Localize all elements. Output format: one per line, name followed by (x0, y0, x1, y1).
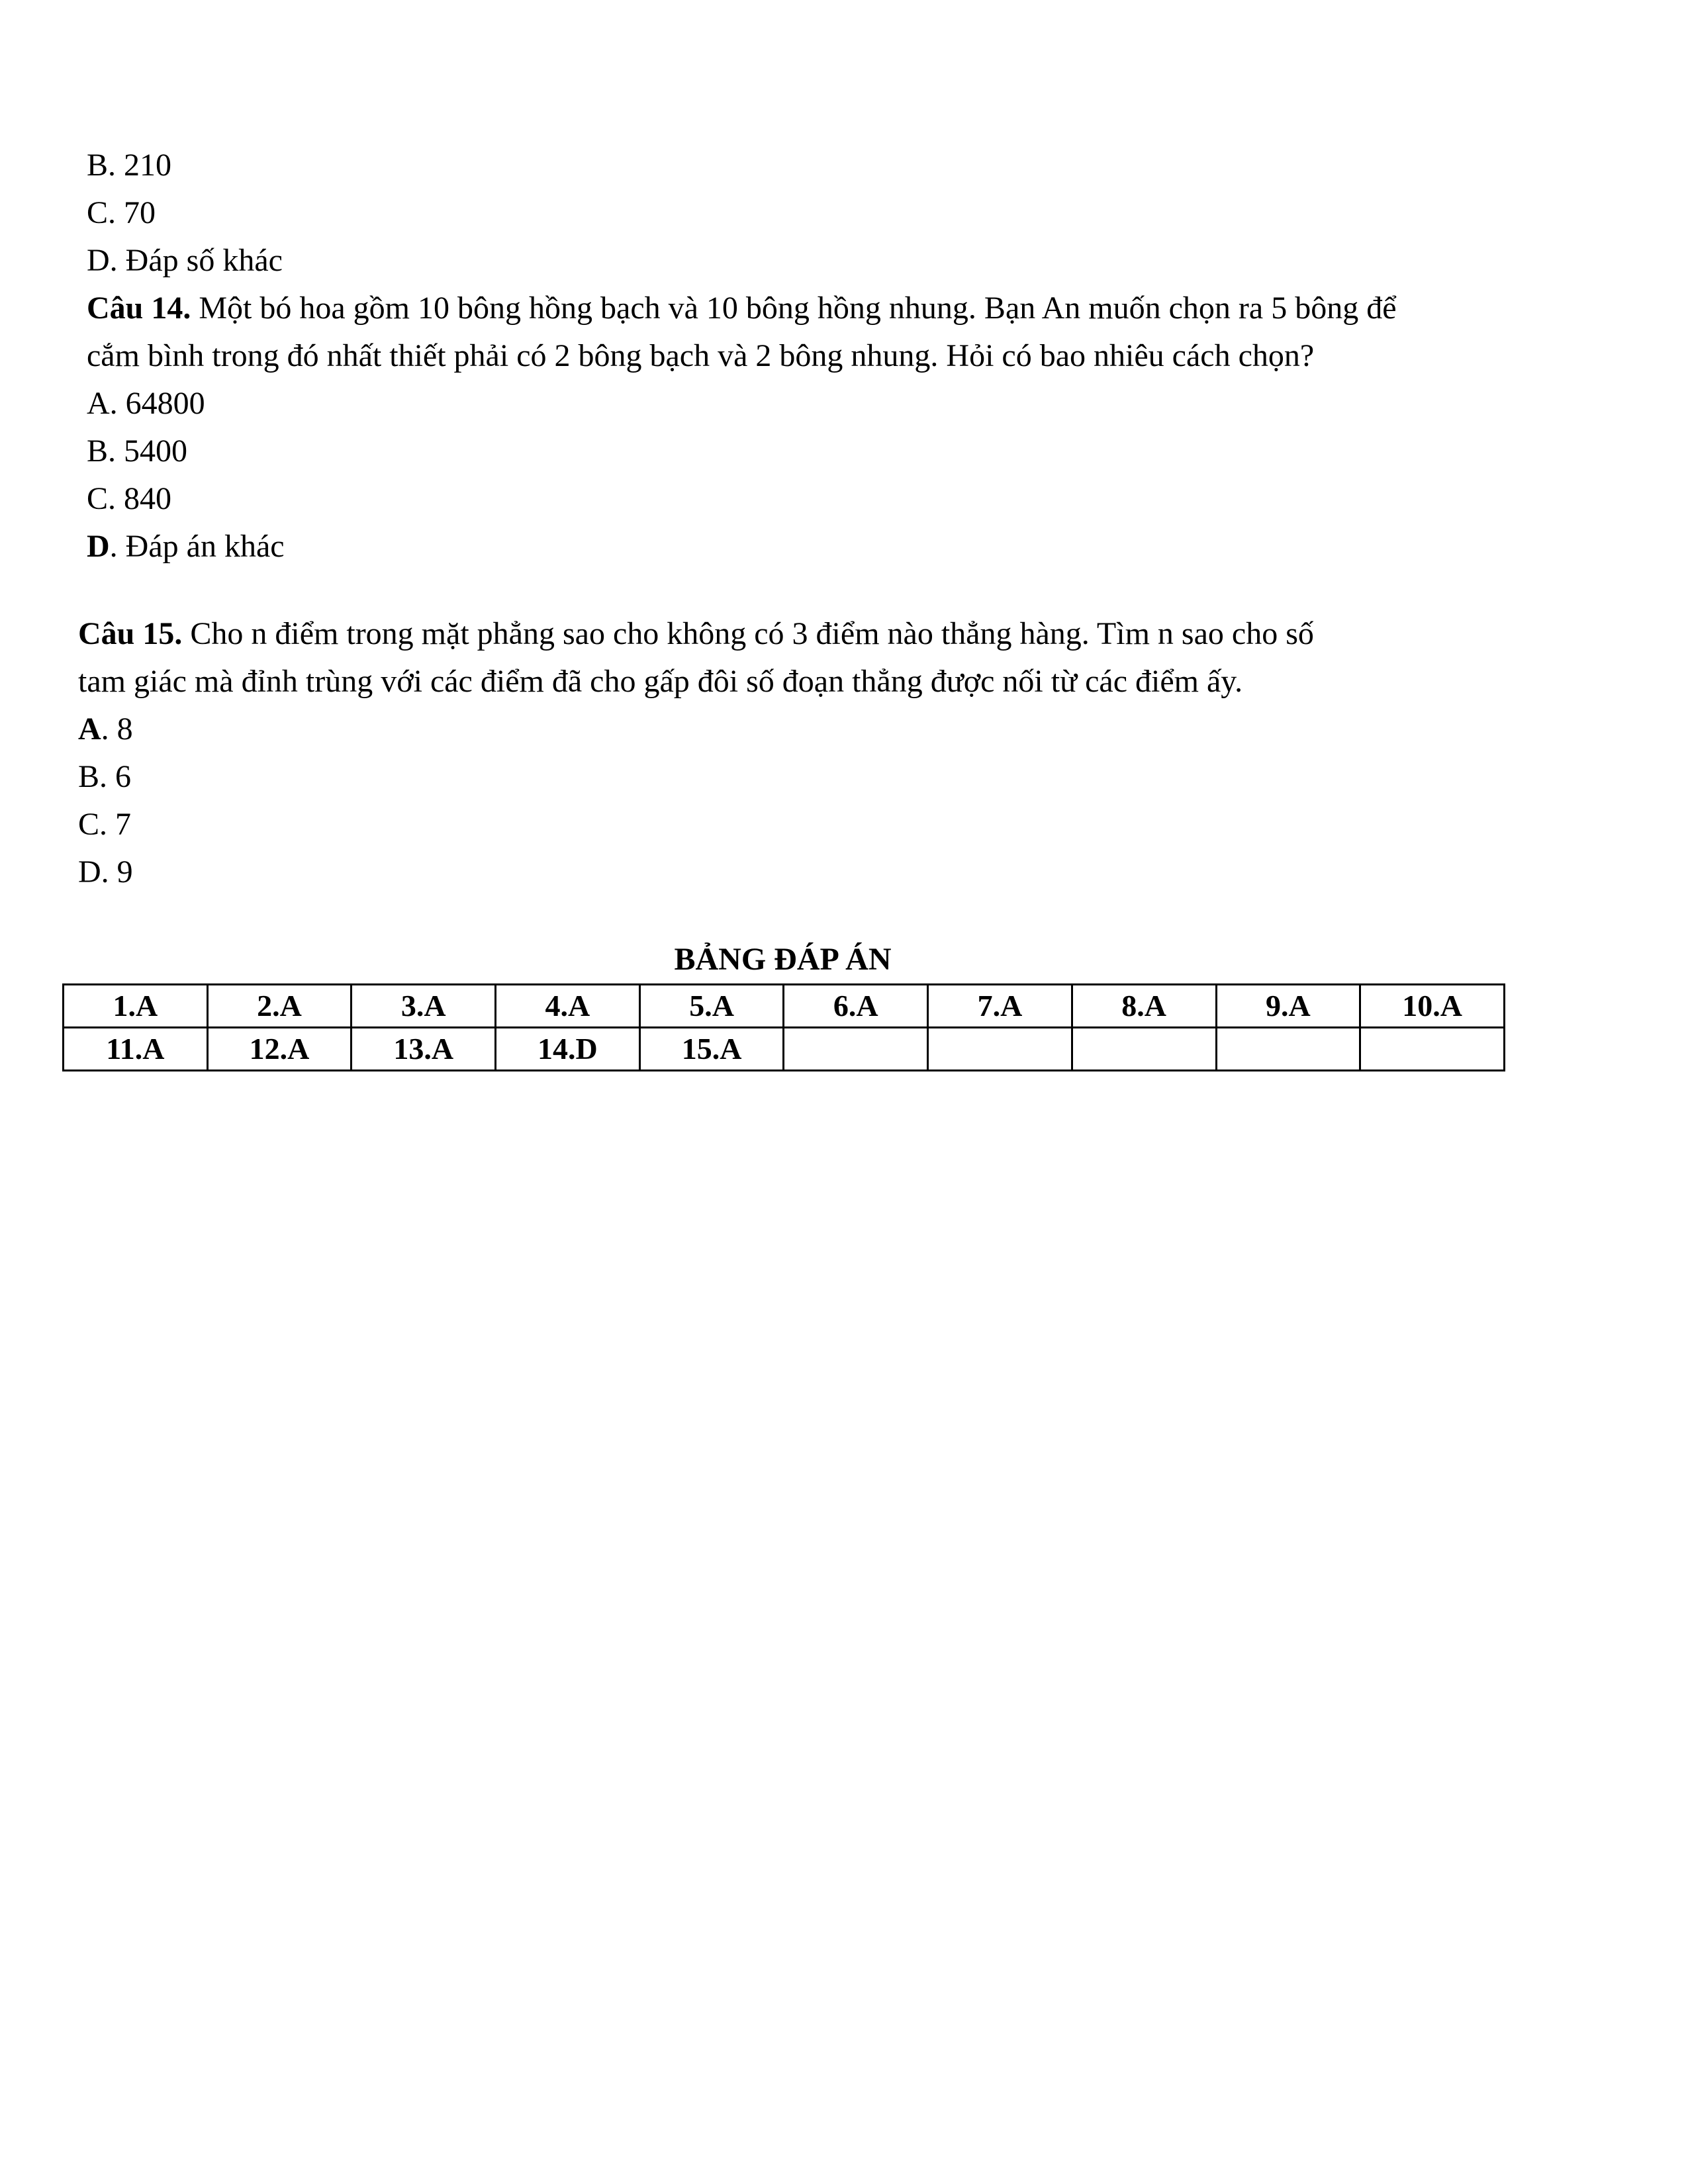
q14-option-d-letter: D (87, 529, 110, 564)
answer-table (62, 983, 1505, 1071)
answer-table-title: BẢNG ĐÁP ÁN (674, 942, 892, 977)
table-cell: 1.A (64, 985, 208, 1028)
table-cell (928, 1028, 1072, 1071)
q15-question-line1 (78, 614, 1314, 654)
q15-option-c: C. 7 (78, 807, 132, 842)
q15-text-line2: tam giác mà đỉnh trùng với các điểm đã cho gấp đôi số đoạn thẳng được nối từ các điểm ấy. (78, 664, 1243, 699)
q14-question-line1 (87, 289, 1397, 328)
table-cell: 11.A (64, 1028, 208, 1071)
table-cell: 13.A (352, 1028, 496, 1071)
table-cell (1072, 1028, 1216, 1071)
table-cell: 7.A (928, 985, 1072, 1028)
q15-option-a-text: . 8 (101, 711, 133, 747)
q14-option-b: B. 5400 (87, 433, 188, 469)
q14-option-d (87, 527, 285, 567)
q13-option-c: C. 70 (87, 195, 156, 230)
q15-option-d: D. 9 (78, 854, 133, 889)
table-cell (1360, 1028, 1505, 1071)
table-row (64, 985, 1505, 1028)
q15-label: Câu 15. (78, 616, 183, 651)
q14-option-c: C. 840 (87, 481, 172, 516)
table-cell: 8.A (1072, 985, 1216, 1028)
table-cell: 15.A (639, 1028, 784, 1071)
table-cell: 12.A (207, 1028, 352, 1071)
table-cell: 9.A (1216, 985, 1360, 1028)
q14-option-a: A. 64800 (87, 386, 205, 421)
table-cell: 6.A (784, 985, 928, 1028)
q14-text-line1: Một bó hoa gồm 10 bông hồng bạch và 10 bông hồng nhung. Bạn An muốn chọn ra 5 bông để (191, 291, 1397, 326)
table-cell (784, 1028, 928, 1071)
q15-option-a-letter: A (78, 711, 101, 747)
q15-text-line1: Cho n điểm trong mặt phẳng sao cho không có 3 điểm nào thẳng hàng. Tìm n sao cho số (182, 616, 1314, 651)
q13-option-b: B. 210 (87, 148, 172, 183)
q13-option-d: D. Đáp số khác (87, 243, 283, 278)
q14-label: Câu 14. (87, 291, 191, 326)
q14-option-d-text: . Đáp án khác (109, 529, 285, 564)
table-cell: 10.A (1360, 985, 1505, 1028)
table-cell: 3.A (352, 985, 496, 1028)
table-cell: 5.A (639, 985, 784, 1028)
table-cell: 2.A (207, 985, 352, 1028)
q14-text-line2: cắm bình trong đó nhất thiết phải có 2 bông bạch và 2 bông nhung. Hỏi có bao nhiêu cách chọn? (87, 338, 1315, 373)
q15-option-b: B. 6 (78, 759, 132, 794)
table-cell (1216, 1028, 1360, 1071)
table-cell: 14.D (496, 1028, 640, 1071)
table-row (64, 1028, 1505, 1071)
q15-option-a (78, 709, 133, 749)
table-cell: 4.A (496, 985, 640, 1028)
